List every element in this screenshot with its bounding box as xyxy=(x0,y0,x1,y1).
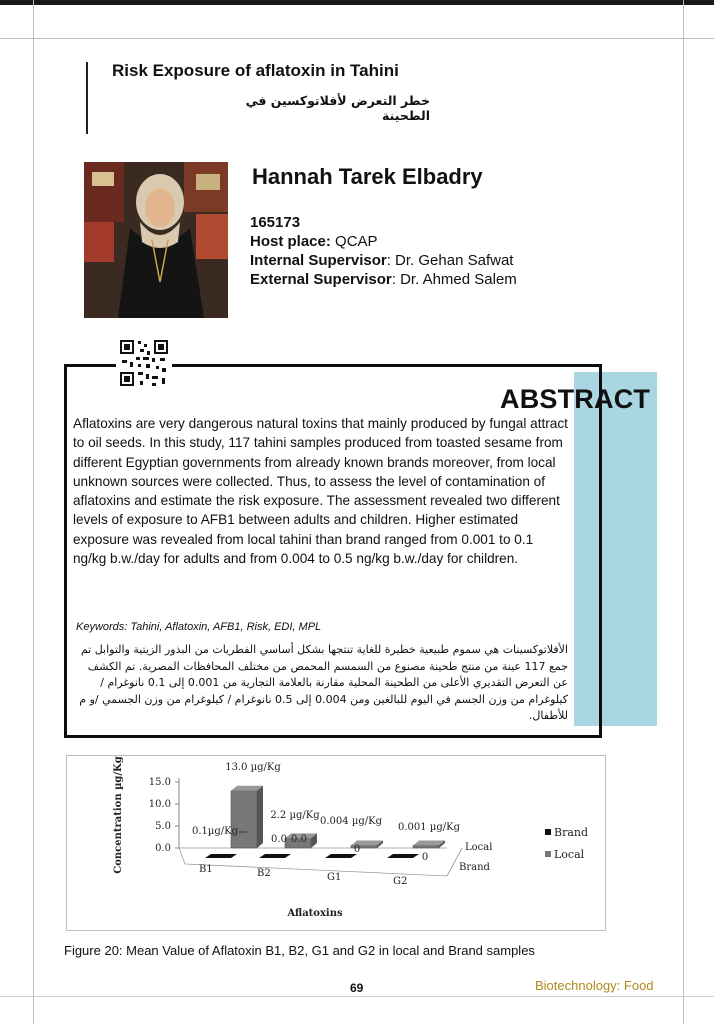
abstract-text-ar: الأفلاتوكسينات هي سموم طبيعية خطيرة للغاية تنتجها بشكل أساسي الفطريات من البذور الزيتية والتوابل تم جمع 117 عينة من منتج طحينة مصنوع من السمسم المحمص من مختلف المحافظات المصرية. تم الكشف عن التعرض التقديري الأعلى من الطحينة المحلية مقارنة بالعلامة التجارية من 0.001 إلى 0.1 نانوغرام / كيلوغرام من وزن الجسم في اليوم للبالغين ومن 0.004 إلى 0.5 نانوغرام / كيلوغرام من وزن الجسمي /و م للأطفال. xyxy=(79,643,568,723)
y-tick-label: 0.0 xyxy=(155,843,171,854)
x-tick-label: B2 xyxy=(257,868,271,879)
keywords: Keywords: Tahini, Aflatoxin, AFB1, Risk, EDI, MPL xyxy=(76,621,322,633)
legend-swatch-local xyxy=(545,851,551,857)
host-place: Host place: QCAP xyxy=(250,233,378,250)
footer-line xyxy=(0,996,714,997)
data-label-brand: 0.0 xyxy=(291,834,307,845)
x-axis-label: Aflatoxins xyxy=(287,908,343,919)
y-tick-label: 15.0 xyxy=(148,777,171,788)
abstract-text-en: Aflatoxins are very dangerous natural toxins that mainly produced by fungal attract to oil seeds. In this study, 117 tahini samples produced from toasted sesame from different Egyptian governments from already known brands moreover, from local unknown sources were collected. Thus, to assess the level of contamination of aflatoxins and estimate the risk exposure. The assessment revealed two different levels of exposure to AFB1 between adults and children. Higher estimated exposure was revealed from local tahini than brand ranged from 0.001 to 0.1 ng/kg b.w./day for adults and from 0.004 to 0.5 ng/kg b.w./day for children. xyxy=(73,416,568,567)
title-rule xyxy=(86,62,88,134)
header-line xyxy=(0,38,714,39)
chart-frame xyxy=(66,755,606,931)
x-tick-label: B1 xyxy=(199,864,213,875)
y-axis-label: Concentration µg/Kg xyxy=(113,756,124,874)
footer-section: Biotechnology: Food xyxy=(535,978,654,993)
student-id: 165173 xyxy=(250,214,301,231)
y-tick-label: 5.0 xyxy=(155,821,171,832)
margin-line-left xyxy=(33,0,34,1024)
floor-line-front xyxy=(185,864,447,876)
top-bar xyxy=(0,0,714,5)
x-tick-label: G1 xyxy=(327,872,342,883)
author-photo xyxy=(84,162,228,318)
page-title-arabic: خطر التعرض لأفلاتوكسين في الطحينة xyxy=(245,93,430,123)
bar-local xyxy=(413,846,439,849)
aflatoxin-bar-chart xyxy=(67,756,605,930)
bar-local-side xyxy=(257,786,263,848)
data-label-local: 13.0 µg/Kg xyxy=(225,762,281,773)
bar-local xyxy=(231,791,257,848)
floor-line-left xyxy=(179,848,185,864)
depth-label: Brand xyxy=(459,862,490,873)
bar-brand xyxy=(325,854,357,858)
y-tick-label: 10.0 xyxy=(148,799,171,810)
author-info xyxy=(250,213,517,289)
abstract-heading: ABSTRACT xyxy=(500,384,651,414)
legend-swatch-brand xyxy=(545,829,551,835)
data-label-brand: 0 xyxy=(421,852,429,863)
bar-brand xyxy=(205,854,237,858)
qr-code-icon xyxy=(116,338,172,390)
depth-label: Local xyxy=(465,842,493,853)
figure-caption: Figure 20: Mean Value of Aflatoxin B1, B2, G1 and G2 in local and Brand samples xyxy=(64,943,535,958)
page-number: 69 xyxy=(350,981,364,995)
page-title: Risk Exposure of aflatoxin in Tahini xyxy=(112,61,399,80)
data-label-extra: 0.1µg/Kg xyxy=(191,826,239,837)
legend-label-brand: Brand xyxy=(554,826,589,839)
internal-supervisor: Internal Supervisor: Dr. Gehan Safwat xyxy=(250,252,514,269)
external-supervisor: External Supervisor: Dr. Ahmed Salem xyxy=(250,271,517,288)
data-label-brand: 0 xyxy=(353,844,361,855)
data-label-local: 2.2 µg/Kg xyxy=(270,810,320,821)
author-name: Hannah Tarek Elbadry xyxy=(252,164,483,189)
bar-brand xyxy=(259,854,291,858)
legend-label-local: Local xyxy=(554,848,585,861)
data-label-local: 0.001 µg/Kg xyxy=(398,822,460,833)
bar-brand xyxy=(387,854,419,858)
data-label-extra: 0.0 xyxy=(271,834,287,845)
x-tick-label: G2 xyxy=(393,876,408,887)
data-label-local: 0.004 µg/Kg xyxy=(320,816,382,827)
margin-line-right xyxy=(683,0,684,1024)
